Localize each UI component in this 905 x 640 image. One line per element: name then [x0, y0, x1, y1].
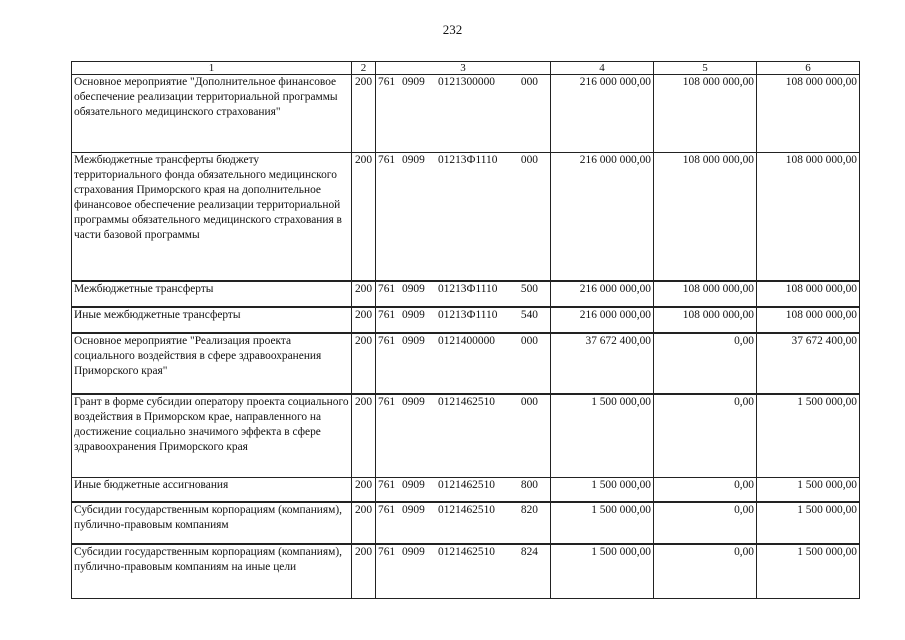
row-name: Иные межбюджетные трансферты	[72, 307, 352, 333]
grbs-code: 761	[378, 479, 396, 491]
row-value-col5: 0,00	[654, 333, 757, 394]
section-code: 0909	[402, 282, 425, 295]
row-name: Иные бюджетные ассигнования	[72, 478, 352, 502]
row-name: Субсидии государственным корпорациям (компаниям), публично-правовым компаниям на иные цели	[72, 544, 352, 599]
row-value-col5: 108 000 000,00	[654, 281, 757, 307]
row-value-col6: 1 500 000,00	[757, 394, 860, 478]
expense-type-code: 820	[520, 503, 538, 516]
row-value-col4: 216 000 000,00	[551, 307, 654, 333]
grbs-code: 761	[378, 545, 396, 558]
expense-type-code: 540	[520, 308, 538, 321]
row-classification-code	[376, 544, 551, 599]
row-value-col4: 1 500 000,00	[551, 394, 654, 478]
row-value-col5: 0,00	[654, 394, 757, 478]
row-code-200: 200	[352, 333, 376, 394]
row-value-col6: 1 500 000,00	[757, 478, 860, 502]
row-value-col5: 0,00	[654, 478, 757, 502]
expense-type-code: 000	[520, 395, 538, 408]
row-value-col5: 0,00	[654, 502, 757, 544]
row-value-col5: 108 000 000,00	[654, 153, 757, 281]
grbs-code: 761	[378, 308, 396, 321]
expense-type-code: 800	[520, 479, 538, 491]
row-name: Грант в форме субсидии оператору проекта социального воздействия в Приморском крае, направленного на достижение социально значимого эффекта в сфере здравоохранения Приморского края	[72, 394, 352, 478]
row-code-200: 200	[352, 307, 376, 333]
row-value-col4: 216 000 000,00	[551, 75, 654, 153]
table-row	[72, 544, 860, 599]
grbs-code: 761	[378, 282, 396, 295]
target-article-code: 0121462510	[438, 503, 495, 516]
row-value-col6: 1 500 000,00	[757, 544, 860, 599]
row-code-200: 200	[352, 75, 376, 153]
grbs-code: 761	[378, 76, 396, 88]
expense-type-code: 000	[520, 334, 538, 347]
row-value-col4: 1 500 000,00	[551, 502, 654, 544]
section-code: 0909	[402, 76, 425, 88]
header-col-3: 3	[376, 62, 551, 75]
grbs-code: 761	[378, 154, 396, 166]
header-col-1: 1	[72, 62, 352, 75]
row-classification-code	[376, 307, 551, 333]
row-classification-code	[376, 281, 551, 307]
row-classification-code	[376, 394, 551, 478]
header-col-2: 2	[352, 62, 376, 75]
row-value-col5: 0,00	[654, 544, 757, 599]
row-classification-code	[376, 153, 551, 281]
section-code: 0909	[402, 308, 425, 321]
table-row	[72, 394, 860, 478]
table-row	[72, 75, 860, 153]
row-value-col5: 108 000 000,00	[654, 75, 757, 153]
row-value-col4: 216 000 000,00	[551, 281, 654, 307]
row-value-col6: 37 672 400,00	[757, 333, 860, 394]
row-name: Основное мероприятие "Реализация проекта социального воздействия в сфере здравоохранения Приморского края"	[72, 333, 352, 394]
row-value-col6: 108 000 000,00	[757, 307, 860, 333]
row-value-col4: 37 672 400,00	[551, 333, 654, 394]
row-code-200: 200	[352, 394, 376, 478]
section-code: 0909	[402, 503, 425, 516]
row-code-200: 200	[352, 281, 376, 307]
section-code: 0909	[402, 395, 425, 408]
row-classification-code	[376, 333, 551, 394]
row-name: Основное мероприятие "Дополнительное финансовое обеспечение реализации территориальной программы обязательного медицинского страхования"	[72, 75, 352, 153]
section-code: 0909	[402, 545, 425, 558]
row-code-200: 200	[352, 478, 376, 502]
expense-type-code: 000	[520, 76, 538, 88]
table-row	[72, 153, 860, 281]
target-article-code: 0121462510	[438, 479, 495, 491]
grbs-code: 761	[378, 503, 396, 516]
row-code-200: 200	[352, 502, 376, 544]
target-article-code: 01213Ф1110	[438, 308, 498, 321]
target-article-code: 0121462510	[438, 545, 495, 558]
row-classification-code	[376, 502, 551, 544]
header-col-4: 4	[551, 62, 654, 75]
row-value-col6: 108 000 000,00	[757, 75, 860, 153]
grbs-code: 761	[378, 334, 396, 347]
row-value-col6: 108 000 000,00	[757, 281, 860, 307]
page-number: 232	[442, 22, 463, 37]
row-name: Субсидии государственным корпорациям (компаниям), публично-правовым компаниям	[72, 502, 352, 544]
header-row	[72, 62, 860, 75]
row-name: Межбюджетные трансферты бюджету территориального фонда обязательного медицинского страхования Приморского края на дополнительное финансовое обеспечение реализации территориальной программы обязательного медицинского страхования в части базовой программы	[72, 153, 352, 281]
target-article-code: 0121462510	[438, 395, 495, 408]
target-article-code: 0121400000	[438, 334, 495, 347]
expense-type-code: 824	[520, 545, 538, 558]
header-col-6: 6	[757, 62, 860, 75]
budget-table	[71, 61, 860, 599]
row-value-col6: 108 000 000,00	[757, 153, 860, 281]
target-article-code: 01213Ф1110	[438, 282, 498, 295]
row-value-col4: 1 500 000,00	[551, 478, 654, 502]
row-classification-code	[376, 75, 551, 153]
section-code: 0909	[402, 479, 425, 491]
row-name: Межбюджетные трансферты	[72, 281, 352, 307]
expense-type-code: 500	[520, 282, 538, 295]
expense-type-code: 000	[520, 154, 538, 166]
table-row	[72, 333, 860, 394]
target-article-code: 0121300000	[438, 76, 495, 88]
table-row	[72, 307, 860, 333]
table-row	[72, 502, 860, 544]
row-value-col4: 216 000 000,00	[551, 153, 654, 281]
table-row	[72, 281, 860, 307]
table-row	[72, 478, 860, 502]
row-code-200: 200	[352, 544, 376, 599]
header-col-5: 5	[654, 62, 757, 75]
target-article-code: 01213Ф1110	[438, 154, 498, 166]
row-code-200: 200	[352, 153, 376, 281]
section-code: 0909	[402, 154, 425, 166]
row-value-col6: 1 500 000,00	[757, 502, 860, 544]
row-value-col4: 1 500 000,00	[551, 544, 654, 599]
row-classification-code	[376, 478, 551, 502]
row-value-col5: 108 000 000,00	[654, 307, 757, 333]
grbs-code: 761	[378, 395, 396, 408]
section-code: 0909	[402, 334, 425, 347]
